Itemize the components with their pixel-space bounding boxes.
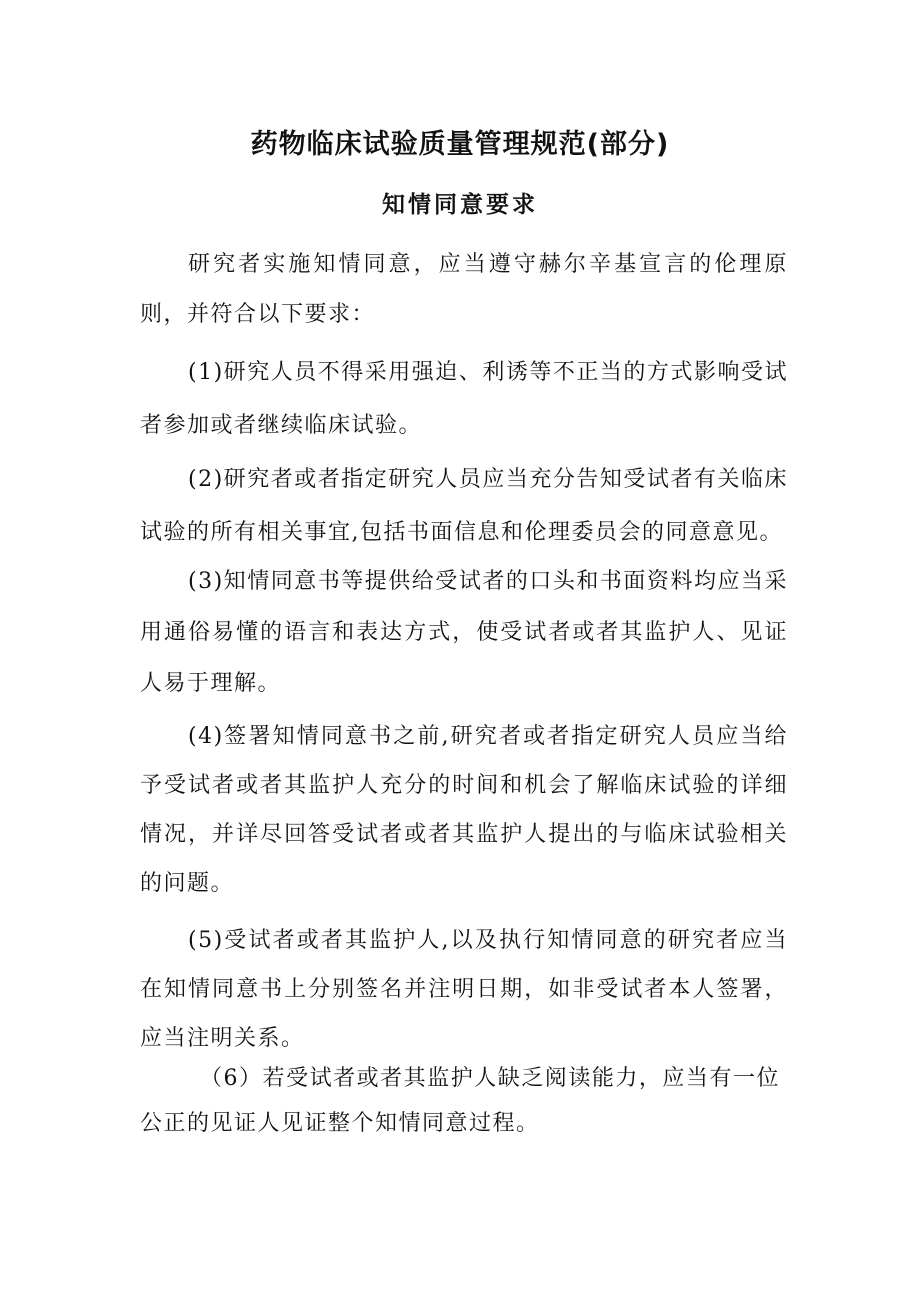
document-subtitle: 知情同意要求	[382, 191, 538, 218]
requirement-item-6: （6）若受试者或者其监护人缺乏阅读能力，应当有一位公正的见证人见证整个知情同意过程。	[140, 1066, 780, 1136]
requirement-item-1: (1)研究人员不得采用强迫、利诱等不正当的方式影响受试者参加或者继续临床试验。	[140, 360, 788, 438]
requirement-item-3: (3)知情同意书等提供给受试者的口头和书面资料均应当采用通俗易懂的语言和表达方式，使受试者或者其监护人、见证人易于理解。	[140, 569, 788, 696]
requirement-item-5: (5)受试者或者其监护人,以及执行知情同意的研究者应当在知情同意书上分别签名并注明日期，如非受试者本人签署，应当注明关系。	[140, 928, 788, 1051]
document-title: 药物临床试验质量管理规范(部分)	[250, 129, 670, 160]
requirement-item-2: (2)研究者或者指定研究人员应当充分告知受试者有关临床试验的所有相关事宜,包括书面信息和伦理委员会的同意意见。	[140, 467, 788, 545]
requirement-item-4: (4)签署知情同意书之前,研究者或者指定研究人员应当给予受试者或者其监护人充分的时间和机会了解临床试验的详细情况，并详尽回答受试者或者其监护人提出的与临床试验相关的问题。	[140, 724, 788, 896]
intro-paragraph: 研究者实施知情同意，应当遵守赫尔辛基宣言的伦理原则，并符合以下要求：	[140, 252, 788, 327]
